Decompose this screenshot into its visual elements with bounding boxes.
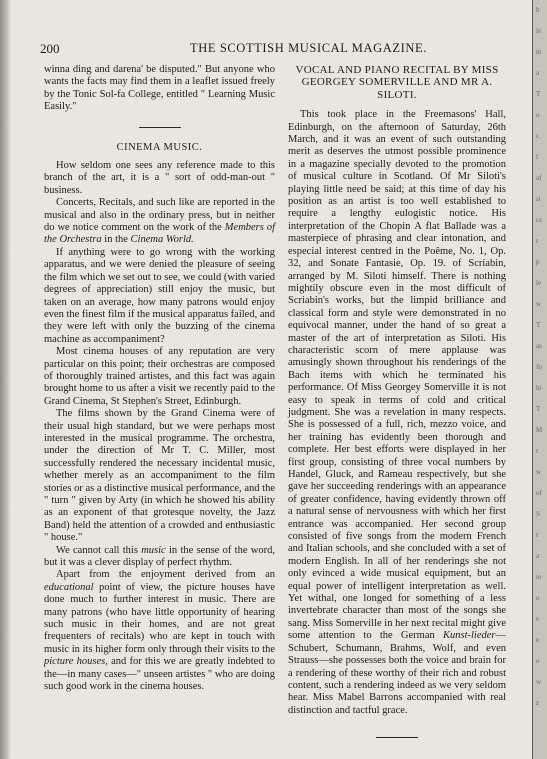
edge-fragment: fo <box>536 363 542 371</box>
edge-fragment: T <box>536 321 541 329</box>
cinema-paragraph-1: How seldom one sees any reference made to this branch of the art, it is a " sort of odd-man-out " business. <box>44 160 275 196</box>
edge-fragment: e <box>536 615 540 623</box>
edge-fragment: p <box>536 258 540 266</box>
edge-fragment: c <box>536 132 540 140</box>
adjacent-page-edge <box>532 0 547 759</box>
edge-fragment: h <box>536 6 540 14</box>
edge-fragment: r <box>536 237 539 245</box>
left-column <box>44 64 275 694</box>
edge-fragment: af <box>536 174 542 182</box>
recital-review: This took place in the Freemasons' Hall, Edinburgh, on the afternoon of Saturday, 26th March, and it was an event of such outstanding merit as deserves the utmost possible prominence in a magazine specially devoted to the promotion of musical culture in Scotland. Of Mr Siloti's playing little need be said; at this time of day his position as an artist is too well established to require a lengthy eulogistic notice. His interpretation of the Chopin A flat Ballade was a masterpiece of phrasing and clear intonation, and especial interest centred in the Poême, No. 1, Op. 32, and Sonate Fantasie, Op. 19. of Scriabin, arranged by M. Siloti himself. There is nothing mightily obscure even in the most difficult of Scriabin's works, but the limpid brilliance and classical form and style were demonstrated in no equivocal manner, under the hand of so great a master of the art of interpretation as Siloti. His characteristic scorn of mere applause was amusingly shown throughout his renderings of the Bach items with which he terminated his performance. Of Miss Georgey Somerville it is not easy to speak in terms of cold and critical judgment. She was a revelation in many respects. She is possessed of a full, rich, mezzo voice, and her training has evidently been thorough and complete. Her best efforts were displayed in her first group, consisting of three vocal numbers by Handel, Gluck, and Rameau respectively, but she gave her succeeding renderings with an appearance of greater confidence, having evidently thrown off a natural sense of nervousness with which her first entrance was accompanied. Her second group consisted of five songs from the modern French and Italian schools, and she concluded with a set of modern English. In all of her renderings she not only evinced a wide musical equipment, but an equal power of intelligent interpretation as well. Yet withal, one longed for something of a less invertebrate character than most of the songs she sang. Miss Somerville in her next recital might give some attention to the German Kunst-lieder—Schubert, Schumann, Brahms, Wolf, and even Strauss—she possesses both the voice and brain for a rendering of these worthy of their rich and robust content, such a rendering indeed as we very seldom hear. Miss Mabel Barrons accompanied with real distinction and tactful grace. <box>288 109 506 716</box>
edge-fragment: m <box>536 48 542 56</box>
edge-fragment: to <box>536 573 542 581</box>
edge-fragment: l <box>536 153 538 161</box>
page-number: 200 <box>40 41 60 56</box>
italic-phrase: educational <box>44 581 94 593</box>
edge-fragment: w <box>536 300 542 308</box>
edge-fragment: T <box>536 90 541 98</box>
edge-fragment: of <box>536 489 542 497</box>
edge-fragment: o <box>536 111 540 119</box>
cinema-paragraph-2: Concerts, Recitals, and such like are reported in the musical and also in the ordinary press, but in neither do we notice comment on the work of the Members of the Orchestra in the Cinema World. <box>44 197 276 246</box>
cinema-paragraph-5: The films shown by the Grand Cinema were of their usual high standard, but we were perhaps most interested in the musical programme. The orchestra, under the direction of Mr T. C. Miller, most successfully rendered the necessary incidental music, whether merely as an accompaniment to the film stories or as a distinctive musical performance, and the " turn " given by Arty (in which he showed his ability as an exponent of that grotesque novelty, the Jazz Band) held the attention of a crowded and enthusiastic " house." <box>44 408 275 544</box>
italic-phrase: Members of the Orchestra <box>44 222 276 246</box>
page-header <box>40 41 505 57</box>
end-divider <box>376 737 418 738</box>
cinema-paragraph-3: If anything were to go wrong with the working apparatus, and we were denied the pleasure of seeing the film which we set out to see, we could (with varied degrees of appreciation) still enjoy the music, but taken on an average, how many patrons would enjoy even the finest film if the musical apparatus failed, and they were left with only the buzzing of the cinema machine as accompaniment? <box>44 246 275 345</box>
italic-phrase: music <box>141 544 166 556</box>
section-divider <box>139 127 181 128</box>
edge-fragment: le <box>536 279 542 287</box>
edge-fragment: hi <box>536 384 542 392</box>
italic-phrase: picture houses, <box>44 656 108 668</box>
edge-fragment: as <box>536 342 542 350</box>
edge-fragment: e <box>536 636 540 644</box>
cinema-heading: CINEMA MUSIC. <box>116 141 203 153</box>
edge-fragment: T <box>536 405 541 413</box>
cinema-paragraph-4: Most cinema houses of any reputation are very particular on this point; their orchestras are composed of thoroughly trained artistes, and this fact was again brought home to us after a visit we recently paid to the Grand Cinema, St Stephen's Street, Edinburgh. <box>44 346 275 407</box>
edge-fragment: w <box>536 468 542 476</box>
cinema-paragraph-6: We cannot call this music in the sense of the word, but it was a clever display of perfect rhythm. <box>44 544 275 569</box>
edge-fragment: z <box>536 699 540 707</box>
edge-fragment: r <box>536 531 539 539</box>
edge-fragment: a <box>536 552 540 560</box>
edge-fragment: o <box>536 594 540 602</box>
journal-title: THE SCOTTISH MUSICAL MAGAZINE. <box>190 41 427 55</box>
italic-phrase: Kunst-lieder <box>443 630 496 642</box>
opening-paragraph: winna ding and darena' be disputed." But anyone who wants the facts may find them in a leaflet issued freely by the Tonic Sol-fa College, entitled " Learning Music Easily." <box>44 64 275 113</box>
edge-fragment: si <box>536 195 541 203</box>
edge-fragment: ce <box>536 216 543 224</box>
edge-fragment: r <box>536 447 539 455</box>
edge-fragment: M <box>536 426 543 434</box>
edge-fragment: a <box>536 69 540 77</box>
edge-fragment: o <box>536 657 540 665</box>
cinema-paragraph-7: Apart from the enjoyment derived from an educational point of view, the picture houses have done much to further interest in music. There are many patrons (who have little opportunity of hearing such music in their homes, and are not great frequenters of recitals) who are kept in touch with music in its higher form only through their visits to the picture houses, and for this we are greatly indebted to the—in many cases—" unseen artistes " who are doing such good work in the cinema houses. <box>44 569 276 693</box>
edge-fragment: le <box>536 27 542 35</box>
right-column <box>288 64 506 738</box>
italic-phrase: Cinema World. <box>130 234 194 246</box>
recital-heading: VOCAL AND PIANO RECITAL BY MISS GEORGEY SOMERVILLE AND MR A. SILOTI. <box>295 64 499 101</box>
edge-fragment: S <box>536 510 540 518</box>
edge-fragment: w <box>536 678 542 686</box>
